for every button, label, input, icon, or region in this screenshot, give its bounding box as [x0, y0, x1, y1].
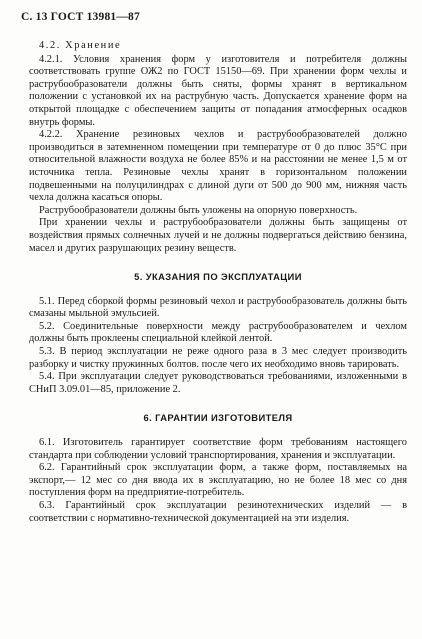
section-5-title: 5. УКАЗАНИЯ ПО ЭКСПЛУАТАЦИИ	[134, 271, 302, 283]
subsection-title: 4.2. Хранение	[39, 40, 122, 51]
paragraph-4-2-1: 4.2.1. Условия хранения форм у изготовителя и потребителя должны соответствовать группе ОЖ2 по ГОСТ 15150—69. При хранении форм чехлы и раструбообразователи должны быть сняты, формы хранят в вертикальном положении с установкой их на раструбную часть. Допускается хранение форм на открытой площадке с обеспечением защиты от попадания атмосферных осадков внутрь формы.	[29, 53, 407, 128]
paragraph-4-2-2: 4.2.2. Хранение резиновых чехлов и раструбообразователей должно производиться в затемненном помещении при температуре от 0 до плюс 35°С при относительной влажности воздуха не более 85% и на расстоянии не менее 1,5 м от источника тепла. Резиновые чехлы хранят в горизонтальном положении подвешенными на полуцилиндрах с длиной дуги от 500 до 900 мм, нижняя часть чехла должна касаться опоры.	[29, 129, 407, 204]
section-6-title: 6. ГАРАНТИИ ИЗГОТОВИТЕЛЯ	[143, 412, 293, 424]
paragraph-5-1: 5.1. Перед сборкой формы резиновый чехол и раструбообразователь должны быть смазаны мыльной эмульсией.	[29, 295, 407, 320]
paragraph-5-2: 5.2. Соединительные поверхности между раструбообразователем и чехлом должны быть проклеены специальной клейкой лентой.	[29, 320, 407, 345]
paragraph-6-3: 6.3. Гарантийный срок эксплуатации резинотехнических изделий — в соответствии с нормативно-технической документацией на эти изделия.	[29, 500, 407, 524]
paragraph-5-3: 5.3. В период эксплуатации не реже одного раза в 3 мес следует производить разборку и чистку пружинных болтов. после чего их необходимо вновь тарировать.	[29, 346, 407, 370]
page-header: С. 13 ГОСТ 13981—87	[21, 11, 140, 23]
paragraph-6-2: 6.2. Гарантийный срок эксплуатации форм, а также форм, поставляемых на экспорт,— 12 мес со дня ввода их в эксплуатацию, но не более 18 мес со дня поступления форм на предприятие-потребитель.	[29, 462, 407, 499]
page-content	[29, 40, 407, 525]
paragraph-6-1: 6.1. Изготовитель гарантирует соответствие форм требованиям настоящего стандарта при соблюдении условий транспортирования, хранения и эксплуатации.	[29, 437, 407, 461]
paragraph-storage-note-2: При хранении чехлы и раструбообразователи должны быть защищены от воздействия прямых солнечных лучей и не должны подвергаться действию бензина, масел и других разрушающих резину веществ.	[29, 217, 407, 254]
paragraph-storage-note-1: Раструбообразователи должны быть уложены на опорную поверхность.	[39, 204, 358, 216]
paragraph-5-4: 5.4. При эксплуатации следует руководствоваться требованиями, изложенными в СНиП 3.09.01—85, приложение 2.	[29, 371, 407, 395]
